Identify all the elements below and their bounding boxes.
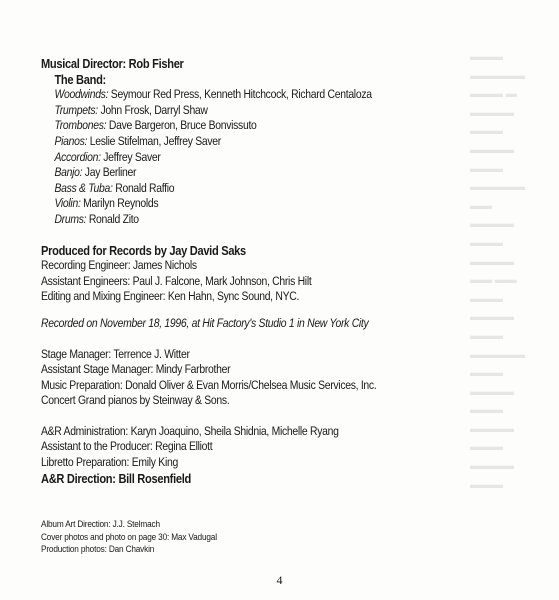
band-member-violin xyxy=(41,196,461,212)
band-role: Accordion: xyxy=(54,149,101,164)
band-member-pianos xyxy=(41,134,461,150)
stage-manager: Stage Manager: Terrence J. Witter xyxy=(41,346,190,361)
band-role: Pianos: xyxy=(54,133,88,148)
band-names: Seymour Red Press, Kenneth Hitchcock, Richard Centaloza xyxy=(108,87,372,102)
assistant-to-producer: Assistant to the Producer: Regina Elliott xyxy=(41,439,213,454)
band-member-drums xyxy=(41,212,461,228)
band-role: Drums: xyxy=(54,211,87,226)
band-role: Banjo: xyxy=(54,165,83,180)
band-names: Leslie Stifelman, Jeffrey Saver xyxy=(87,133,221,148)
band-heading: The Band: xyxy=(54,71,106,87)
credits-block xyxy=(41,56,461,486)
band-names: Marilyn Reynolds xyxy=(80,196,159,211)
band-names: Jay Berliner xyxy=(82,165,137,180)
ar-administration: A&R Administration: Karyn Joaquino, Sheila Shidnia, Michelle Ryang xyxy=(41,423,339,438)
small-credits xyxy=(41,519,217,557)
page-number: 4 xyxy=(276,573,283,587)
cover-photos: Cover photos and photo on page 30: Max Vadugal xyxy=(41,531,217,543)
libretto-preparation: Libretto Preparation: Emily King xyxy=(41,455,178,470)
band-role: Woodwinds: xyxy=(54,87,109,102)
band-member-woodwinds xyxy=(41,87,461,103)
produced-by: Produced for Records by Jay David Saks xyxy=(41,242,246,258)
band-member-bass-tuba xyxy=(41,181,461,197)
ar-direction: A&R Direction: Bill Rosenfield xyxy=(41,470,191,486)
band-names: John Frosk, Darryl Shaw xyxy=(97,102,208,117)
music-preparation: Music Preparation: Donald Oliver & Evan Morris/Chelsea Music Services, Inc. xyxy=(41,377,377,392)
band-member-banjo xyxy=(41,165,461,181)
band-role: Violin: xyxy=(54,196,81,211)
recorded-note: Recorded on November 18, 1996, at Hit Factory's Studio 1 in New York City xyxy=(41,315,369,330)
band-member-accordion xyxy=(41,150,461,166)
editing-mixing-engineer: Editing and Mixing Engineer: Ken Hahn, Sync Sound, NYC. xyxy=(41,289,300,304)
bleed-through-texture: ▬▬▬ ▬▬▬▬▬ ▬▬▬ ▬ ▬▬▬▬ ▬▬▬ ▬▬▬▬ ▬▬▬ ▬▬▬▬▬ ▬▬ ▬▬▬▬ ▬▬▬ ▬▬▬▬ ▬▬ ▬▬ ▬▬▬ ▬▬▬▬ ▬▬▬ ▬▬▬▬▬ ▬▬▬ ▬▬▬▬ ▬▬▬ ▬▬▬▬ ▬▬▬ ▬▬▬▬ ▬▬▬ xyxy=(470,51,525,491)
band-role: Trombones: xyxy=(54,118,107,133)
band-role: Bass & Tuba: xyxy=(54,180,113,195)
band-member-trumpets xyxy=(41,103,461,119)
band-names: Ronald Zito xyxy=(86,211,139,226)
production-photos: Production photos: Dan Chavkin xyxy=(41,544,155,556)
album-art-direction: Album Art Direction: J.J. Stelmach xyxy=(41,519,160,530)
band-member-trombones xyxy=(41,118,461,134)
concert-pianos: Concert Grand pianos by Steinway & Sons. xyxy=(41,393,230,408)
band-role: Trumpets: xyxy=(54,102,98,117)
band-names: Dave Bargeron, Bruce Bonvissuto xyxy=(106,118,257,133)
band-names: Ronald Raffio xyxy=(112,180,175,195)
band-names: Jeffrey Saver xyxy=(100,149,161,164)
recording-engineer: Recording Engineer: James Nichols xyxy=(41,258,197,273)
musical-director: Musical Director: Rob Fisher xyxy=(41,56,184,71)
assistant-stage-manager: Assistant Stage Manager: Mindy Farbrother xyxy=(41,362,231,377)
assistant-engineers: Assistant Engineers: Paul J. Falcone, Mark Johnson, Chris Hilt xyxy=(41,273,312,288)
